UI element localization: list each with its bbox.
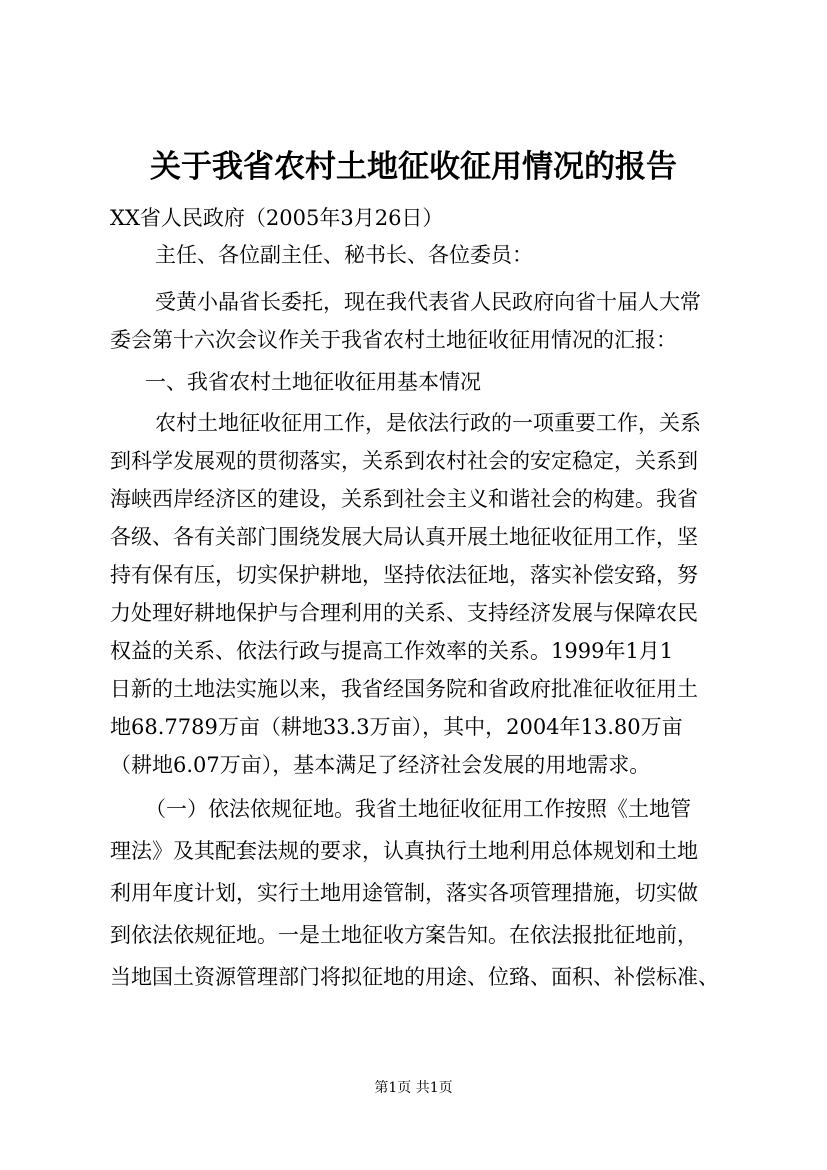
paragraph-line: 力处理好耕地保护与合理利用的关系、支持经济发展与保障农民: [110, 601, 698, 625]
page-number: 第1页 共1页: [374, 1080, 453, 1096]
section-heading: 一、我省农村土地征收征用基本情况: [145, 370, 481, 394]
paragraph-line: 到科学发展观的贯彻落实，关系到农村社会的安定稳定，关系到: [110, 449, 698, 473]
paragraph-line: 委会第十六次会议作关于我省农村土地征收征用情况的汇报：: [110, 328, 677, 352]
paragraph-line: （一）依法依规征地。我省土地征收征用工作按照《土地管: [145, 797, 691, 821]
paragraph-line: 海峡西岸经济区的建设，关系到社会主义和谐社会的构建。我省: [110, 487, 698, 511]
paragraph-line: 持有保有压，切实保护耕地，坚持依法征地，落实补偿安臵，努: [110, 563, 698, 587]
paragraph-line: 日新的土地法实施以来，我省经国务院和省政府批准征收征用土: [110, 677, 698, 701]
document-title: 关于我省农村土地征收征用情况的报告: [150, 149, 677, 185]
paragraph-line: 受黄小晶省长委托，现在我代表省人民政府向省十届人大常: [155, 290, 701, 314]
salutation-line: 主任、各位副主任、秘书长、各位委员：: [155, 243, 533, 267]
paragraph-line: 当地国土资源管理部门将拟征地的用途、位臵、面积、补偿标准、: [110, 965, 719, 989]
paragraph-line: 权益的关系、依法行政与提高工作效率的关系。1999年1月1: [110, 639, 674, 663]
paragraph-line: （耕地6.07万亩），基本满足了经济社会发展的用地需求。: [110, 753, 651, 777]
paragraph-line: 理法》及其配套法规的要求，认真执行土地利用总体规划和土地: [110, 839, 698, 863]
paragraph-line: 各级、各有关部门围绕发展大局认真开展土地征收征用工作，坚: [110, 525, 698, 549]
paragraph-line: 地68.7789万亩（耕地33.3万亩），其中，2004年13.80万亩: [110, 715, 683, 739]
paragraph-line: 农村土地征收征用工作，是依法行政的一项重要工作，关系: [155, 411, 701, 435]
paragraph-line: 利用年度计划，实行土地用途管制，落实各项管理措施，切实做: [110, 881, 698, 905]
issuer-line: XX省人民政府（2005年3月26日）: [110, 206, 444, 230]
paragraph-line: 到依法依规征地。一是土地征收方案告知。在依法报批征地前，: [110, 923, 698, 947]
